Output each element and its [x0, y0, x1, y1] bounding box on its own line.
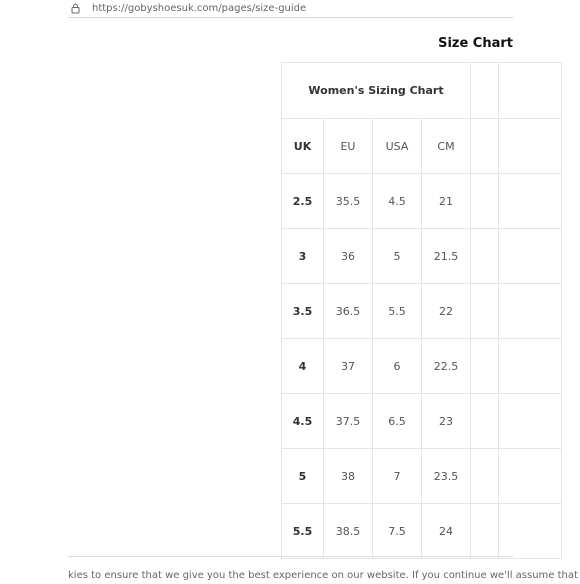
table-cell: 22.5 — [422, 339, 471, 394]
table-cell-empty — [471, 284, 499, 339]
table-cell: 36.5 — [324, 284, 373, 339]
table-cell-empty — [499, 504, 562, 559]
address-bar-divider — [68, 17, 513, 18]
table-cell: 5 — [282, 449, 324, 504]
table-cell-empty — [499, 229, 562, 284]
column-header-eu: EU — [324, 119, 373, 174]
table-cell-empty — [499, 174, 562, 229]
table-cell-empty — [471, 229, 499, 284]
table-cell: 3.5 — [282, 284, 324, 339]
table-cell-empty — [471, 174, 499, 229]
table-row — [282, 339, 562, 394]
table-cell: 5 — [373, 229, 422, 284]
table-cell: 5.5 — [373, 284, 422, 339]
address-bar[interactable] — [68, 0, 513, 16]
table-cell-empty — [499, 449, 562, 504]
table-cell-empty — [471, 63, 499, 119]
table-cell-empty — [499, 339, 562, 394]
table-caption: Women's Sizing Chart — [282, 63, 471, 119]
size-table-container[interactable] — [281, 62, 513, 558]
lock-icon — [68, 2, 82, 14]
size-table — [281, 62, 562, 559]
table-cell: 37 — [324, 339, 373, 394]
table-row — [282, 394, 562, 449]
table-row — [282, 174, 562, 229]
table-cell-empty — [471, 394, 499, 449]
cookie-banner-text: kies to ensure that we give you the best experience on our website. If you continue we'll assume that — [68, 570, 578, 581]
table-cell-empty — [499, 63, 562, 119]
table-cell: 5.5 — [282, 504, 324, 559]
table-cell: 4 — [282, 339, 324, 394]
table-row — [282, 284, 562, 339]
table-cell-empty — [499, 284, 562, 339]
table-cell: 23.5 — [422, 449, 471, 504]
table-cell-empty — [471, 119, 499, 174]
column-header-uk: UK — [282, 119, 324, 174]
table-cell-empty — [499, 119, 562, 174]
page-title: Size Chart — [438, 36, 513, 51]
table-row — [282, 504, 562, 559]
table-cell: 2.5 — [282, 174, 324, 229]
table-caption-row — [282, 63, 562, 119]
table-cell-empty — [471, 504, 499, 559]
table-cell-empty — [471, 339, 499, 394]
table-cell: 21 — [422, 174, 471, 229]
content-divider — [68, 556, 513, 557]
table-cell: 21.5 — [422, 229, 471, 284]
table-cell: 4.5 — [282, 394, 324, 449]
table-row — [282, 449, 562, 504]
table-cell: 4.5 — [373, 174, 422, 229]
table-cell: 38 — [324, 449, 373, 504]
table-cell: 3 — [282, 229, 324, 284]
table-cell-empty — [499, 394, 562, 449]
table-cell: 6 — [373, 339, 422, 394]
table-cell: 7 — [373, 449, 422, 504]
column-header-cm: CM — [422, 119, 471, 174]
table-header-row — [282, 119, 562, 174]
column-header-usa: USA — [373, 119, 422, 174]
table-cell: 37.5 — [324, 394, 373, 449]
table-cell: 22 — [422, 284, 471, 339]
table-cell: 36 — [324, 229, 373, 284]
table-cell-empty — [471, 449, 499, 504]
table-cell: 35.5 — [324, 174, 373, 229]
table-cell: 6.5 — [373, 394, 422, 449]
table-cell: 38.5 — [324, 504, 373, 559]
table-row — [282, 229, 562, 284]
table-cell: 23 — [422, 394, 471, 449]
table-cell: 7.5 — [373, 504, 422, 559]
table-cell: 24 — [422, 504, 471, 559]
url-text[interactable]: https://gobyshoesuk.com/pages/size-guide — [92, 2, 307, 14]
